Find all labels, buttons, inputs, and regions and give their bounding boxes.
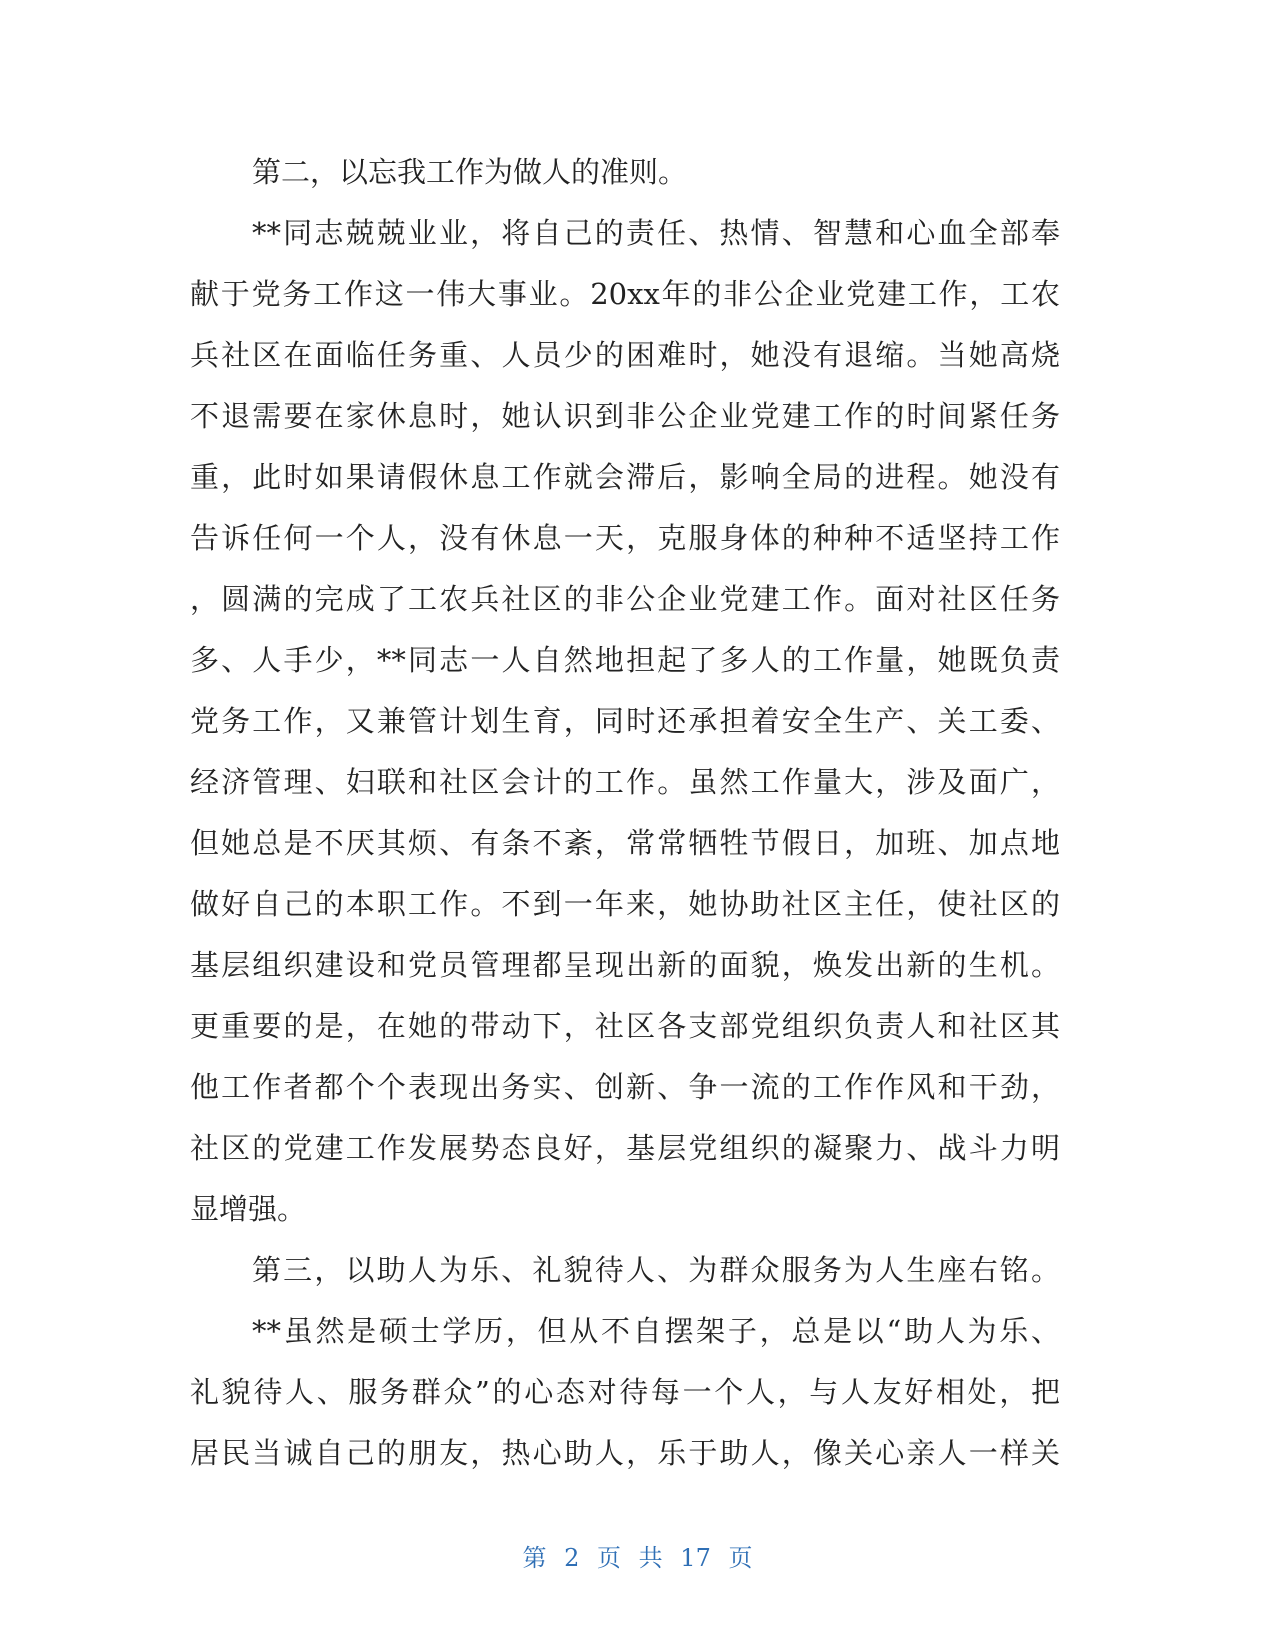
text-line: 更重要的是，在她的带动下，社区各支部党组织负责人和社区其 [190, 1009, 1060, 1043]
text-line: 告诉任何一个人，没有休息一天，克服身体的种种不适坚持工作 [190, 521, 1060, 555]
text-line: 但她总是不厌其烦、有条不紊，常常牺牲节假日，加班、加点地 [190, 826, 1060, 860]
text-line: 献于党务工作这一伟大事业。20xx年的非公企业党建工作，工农 [190, 277, 1060, 311]
body-text [190, 142, 1060, 1484]
text-line: 党务工作，又兼管计划生育，同时还承担着安全生产、关工委、 [190, 704, 1060, 738]
text-line: 他工作者都个个表现出务实、创新、争一流的工作作风和干劲， [190, 1070, 1060, 1104]
text-line: ，圆满的完成了工农兵社区的非公企业党建工作。面对社区任务 [190, 582, 1060, 616]
text-line: **同志兢兢业业，将自己的责任、热情、智慧和心血全部奉 [252, 216, 1060, 250]
text-line: 重，此时如果请假休息工作就会滞后，影响全局的进程。她没有 [190, 460, 1060, 494]
text-line: 兵社区在面临任务重、人员少的困难时，她没有退缩。当她高烧 [190, 338, 1060, 372]
paragraph-heading-second: 第二，以忘我工作为做人的准则。 [252, 155, 688, 189]
text-line: 经济管理、妇联和社区会计的工作。虽然工作量大，涉及面广， [190, 765, 1060, 799]
text-line: 不退需要在家休息时，她认识到非公企业党建工作的时间紧任务 [190, 399, 1060, 433]
text-line: 做好自己的本职工作。不到一年来，她协助社区主任，使社区的 [190, 887, 1060, 921]
paragraph-heading-third: 第三，以助人为乐、礼貌待人、为群众服务为人生座右铭。 [252, 1253, 1060, 1287]
text-line: 基层组织建设和党员管理都呈现出新的面貌，焕发出新的生机。 [190, 948, 1060, 982]
text-line: 社区的党建工作发展势态良好，基层党组织的凝聚力、战斗力明 [190, 1131, 1060, 1165]
text-line: 显增强。 [190, 1192, 307, 1226]
page-number-footer: 第 2 页 共 17 页 [522, 1544, 753, 1572]
text-line: **虽然是硕士学历，但从不自摆架子，总是以“助人为乐、 [252, 1314, 1060, 1348]
text-line: 居民当诚自己的朋友，热心助人，乐于助人，像关心亲人一样关 [190, 1436, 1060, 1470]
text-line: 礼貌待人、服务群众”的心态对待每一个人，与人友好相处，把 [190, 1375, 1060, 1409]
text-line: 多、人手少，**同志一人自然地担起了多人的工作量，她既负责 [190, 643, 1060, 677]
